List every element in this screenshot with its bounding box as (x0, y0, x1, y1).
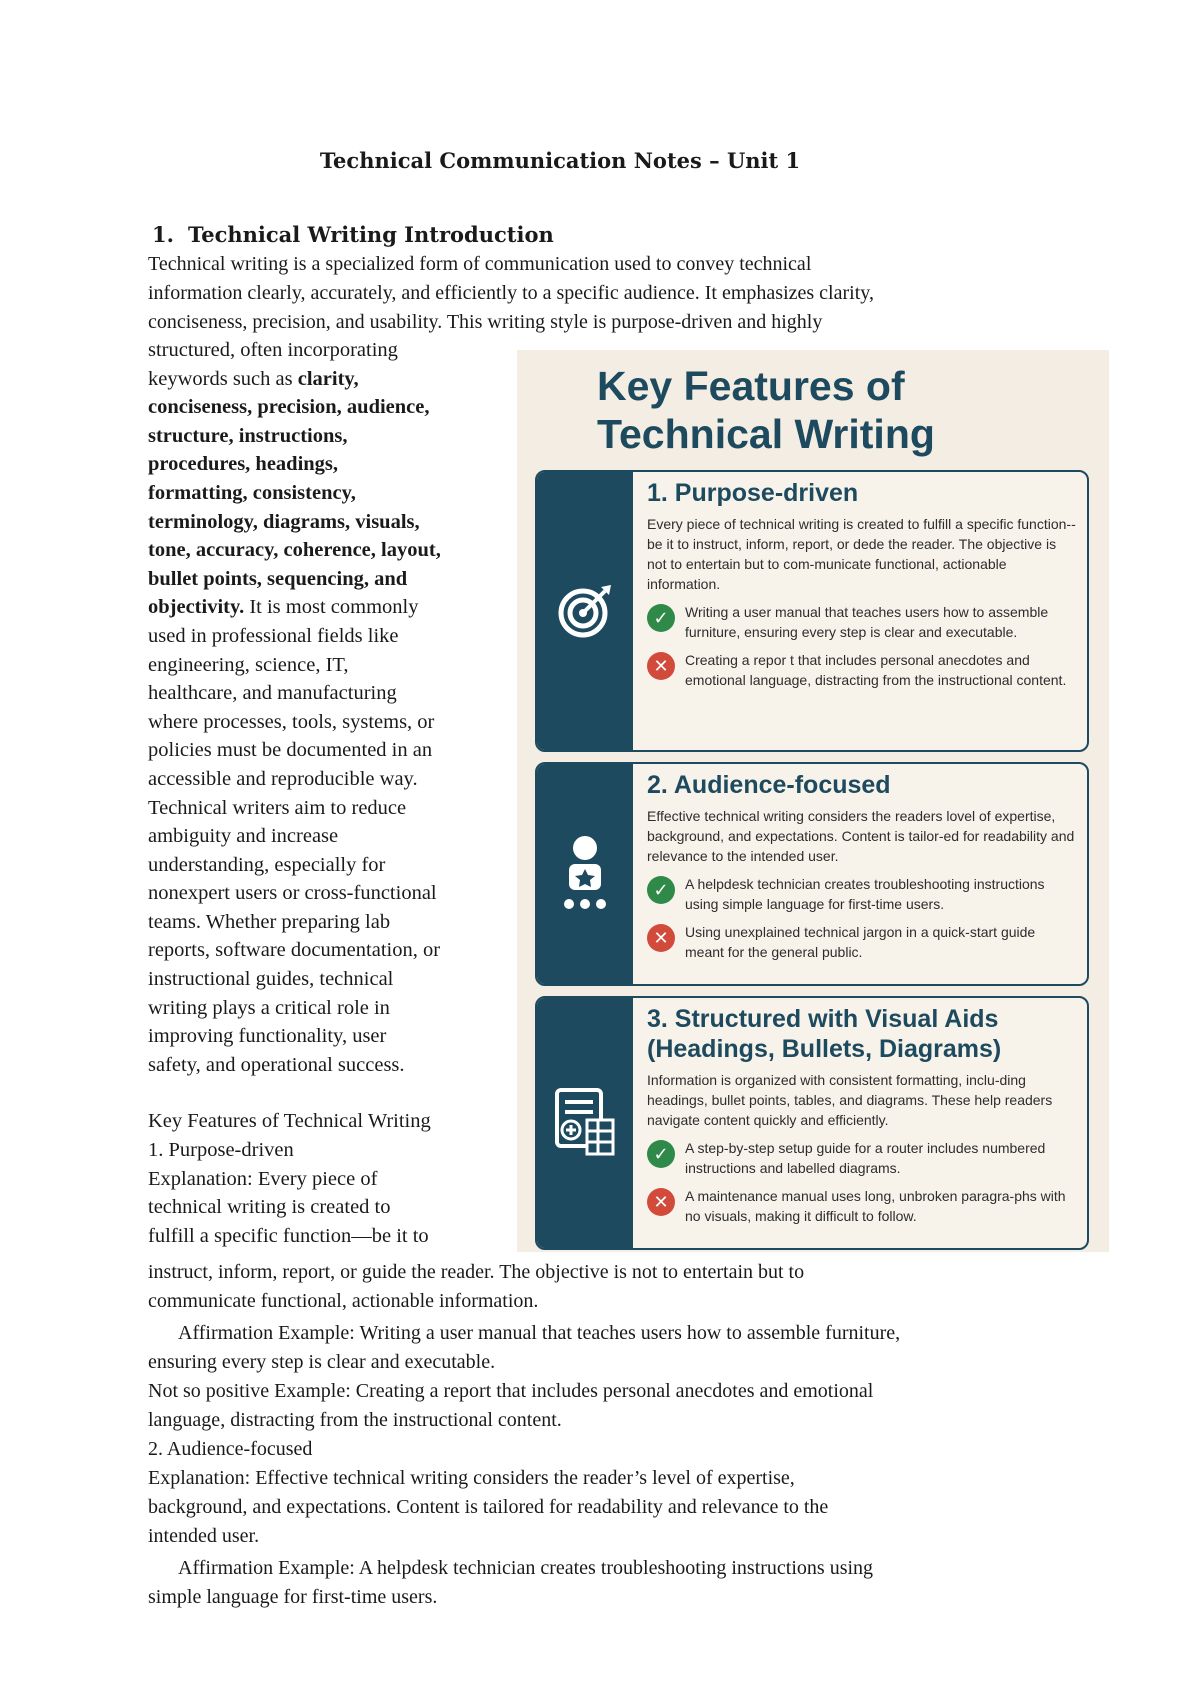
text-line: technical writing is created to (148, 1196, 391, 1219)
subheading-line: 2. Audience-focused (148, 1438, 313, 1460)
text-line: nonexpert users or cross-functional (148, 882, 437, 905)
text-line: instruct, inform, report, or guide the reader. The objective is not to entertain but to (148, 1261, 805, 1283)
text-line: 1. Purpose-driven (148, 1139, 294, 1162)
bad-example (647, 650, 1077, 690)
card-text: Effective technical writing considers the readers lovel of expertise, background, and expectations. Content is tailor-ed for readability and relevance to the intended user. (647, 808, 1075, 864)
text-line: Explanation: Every piece of (148, 1167, 378, 1190)
intro-line: information clearly, accurately, and efficiently to a specific audience. It emphasizes clarity, (148, 282, 874, 304)
cross-icon: ✕ (647, 1188, 675, 1216)
user-star-icon (557, 834, 613, 914)
bad-example-text: A maintenance manual uses long, unbroken paragra-phs with no visuals, making it difficult to follow. (685, 1188, 1066, 1224)
negative-line: Not so positive Example: Creating a report that includes personal anecdotes and emotional (148, 1380, 874, 1402)
text-line: instructional guides, technical (148, 968, 394, 991)
text-line: safety, and operational success. (148, 1053, 405, 1076)
text-line (148, 593, 508, 622)
section-number: 1. (152, 222, 174, 247)
check-icon: ✓ (647, 604, 675, 632)
check-icon: ✓ (647, 876, 675, 904)
document-layout-icon (553, 1088, 617, 1158)
text-line: ambiguity and increase (148, 825, 339, 848)
check-icon: ✓ (647, 1140, 675, 1168)
wrapped-column-text (148, 336, 508, 1250)
text-line: simple language for first-time users. (148, 1586, 438, 1608)
text-line: teams. Whether preparing lab (148, 910, 391, 933)
text-line: intended user. (148, 1525, 260, 1547)
cross-icon: ✕ (647, 924, 675, 952)
card-icon-panel (537, 998, 633, 1248)
keyword-line: tone, accuracy, coherence, layout, (148, 539, 441, 562)
bad-example (647, 922, 1077, 962)
good-example-text: A step-by-step setup guide for a router includes numbered instructions and labelled diagrams. (685, 1140, 1046, 1176)
card-text: Information is organized with consistent formatting, inclu-ding headings, bullet points, tables, and diagrams. These help readers navigate content quickly and efficiently. (647, 1072, 1053, 1128)
good-example (647, 602, 1077, 642)
bad-example-text: Creating a repor t that includes personal anecdotes and emotional language, distracting from the instructional content. (685, 652, 1067, 688)
card-icon-panel (537, 764, 633, 984)
text-line (148, 365, 508, 394)
good-example-text: A helpdesk technician creates troubleshooting instructions using simple language for first-time users. (685, 876, 1045, 912)
bad-example-text: Using unexplained technical jargon in a quick-start guide meant for the general public. (685, 924, 1036, 960)
text-line: communicate functional, actionable information. (148, 1290, 539, 1312)
text-line: ensuring every step is clear and executable. (148, 1351, 496, 1373)
key-features-infographic (517, 350, 1109, 1252)
keyword-line: bullet points, sequencing, and (148, 567, 408, 590)
intro-line: conciseness, precision, and usability. This writing style is purpose-driven and highly (148, 311, 823, 333)
infographic-title-line: Technical Writing (597, 411, 935, 457)
text-line: reports, software documentation, or (148, 939, 441, 962)
infographic-title-line: Key Features of (597, 363, 905, 409)
text-line: Key Features of Technical Writing (148, 1110, 431, 1133)
text-run: It is most commonly (244, 596, 419, 619)
feature-card-audience (535, 762, 1089, 986)
keyword-line: conciseness, precision, audience, (148, 396, 430, 419)
text-line: writing plays a critical role in (148, 996, 390, 1019)
card-icon-panel (537, 472, 633, 750)
text-run: keywords such as (148, 367, 298, 390)
card-body (647, 478, 1077, 690)
cross-icon: ✕ (647, 652, 675, 680)
intro-paragraph (148, 250, 1058, 337)
keyword-line: formatting, consistency, (148, 481, 356, 504)
keyword-line: structure, instructions, (148, 424, 348, 447)
text-line: accessible and reproducible way. (148, 767, 418, 790)
section-heading (152, 222, 554, 247)
text-line: Technical writers aim to reduce (148, 796, 407, 819)
good-example-text: Writing a user manual that teaches users how to assemble furniture, ensuring every step is clear and executable. (685, 604, 1049, 640)
keyword-line: terminology, diagrams, visuals, (148, 510, 420, 533)
affirmation-line: Affirmation Example: A helpdesk technician creates troubleshooting instructions using (178, 1557, 874, 1579)
card-text: Every piece of technical writing is created to fulfill a specific function--be it to instruct, inform, report, or dede the reader. The objective is not to entertain but to com-municate functional, actionable information. (647, 516, 1076, 592)
section-heading-text: Technical Writing Introduction (188, 222, 554, 247)
keyword-run: objectivity. (148, 596, 245, 619)
feature-card-structured (535, 996, 1089, 1250)
text-line: used in professional fields like (148, 624, 399, 647)
keyword-line: procedures, headings, (148, 453, 339, 476)
text-line: fulfill a specific function—be it to (148, 1224, 429, 1247)
body-continued (148, 1258, 1058, 1612)
card-body (647, 1004, 1077, 1226)
text-line: where processes, tools, systems, or (148, 710, 435, 733)
feature-card-purpose (535, 470, 1089, 752)
bad-example (647, 1186, 1077, 1226)
document-title: Technical Communication Notes – Unit 1 (319, 148, 801, 173)
affirmation-line: Affirmation Example: Writing a user manual that teaches users how to assemble furniture, (178, 1322, 901, 1344)
text-line: improving functionality, user (148, 1025, 387, 1048)
card-body (647, 770, 1077, 962)
text-line: background, and expectations. Content is tailored for readability and relevance to the (148, 1496, 829, 1518)
text-line: healthcare, and manufacturing (148, 682, 397, 705)
infographic-title (597, 362, 935, 458)
spacer (148, 1079, 508, 1107)
target-icon (557, 583, 613, 639)
text-line: understanding, especially for (148, 853, 386, 876)
text-line: engineering, science, IT, (148, 653, 349, 676)
intro-line: Technical writing is a specialized form of communication used to convey technical (148, 253, 812, 275)
keyword-run: clarity, (297, 367, 359, 390)
card-heading: 1. Purpose-driven (647, 479, 859, 507)
good-example (647, 874, 1077, 914)
card-heading: 3. Structured with Visual Aids (Headings, Bullets, Diagrams) (647, 1005, 1002, 1063)
text-line: Explanation: Effective technical writing considers the reader’s level of expertise, (148, 1467, 795, 1489)
text-line: structured, often incorporating (148, 339, 398, 361)
good-example (647, 1138, 1077, 1178)
card-heading: 2. Audience-focused (647, 771, 891, 799)
text-line: language, distracting from the instructional content. (148, 1409, 562, 1431)
text-line: policies must be documented in an (148, 739, 433, 762)
